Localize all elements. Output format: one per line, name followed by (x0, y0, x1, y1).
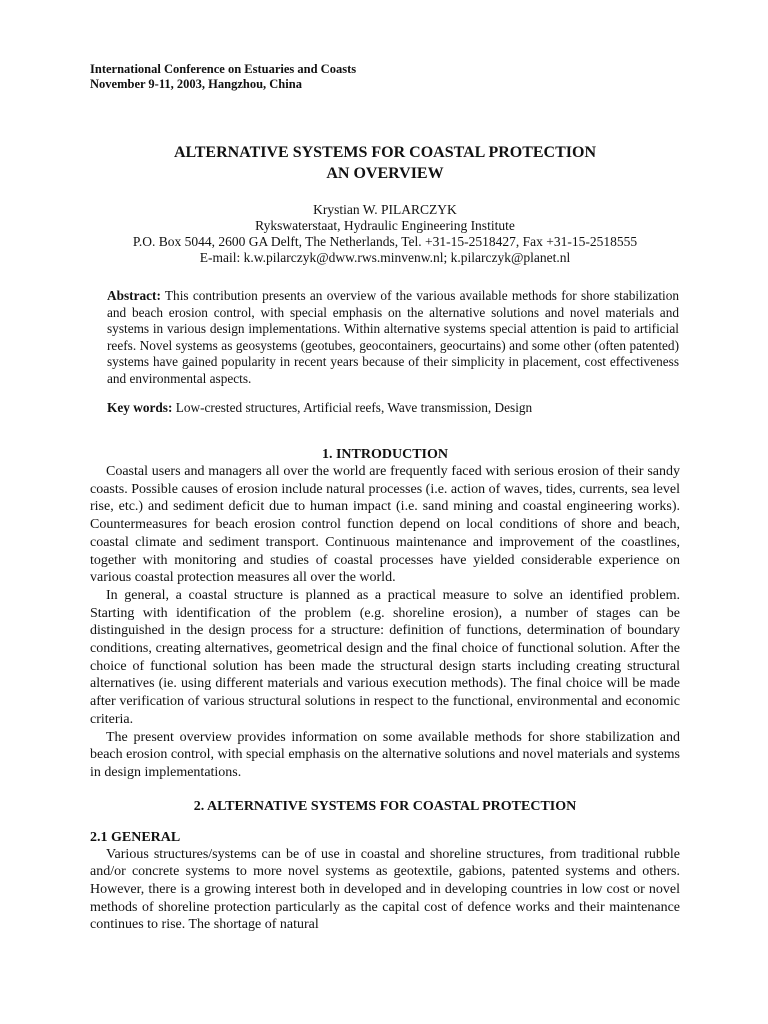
author-email: E-mail: k.w.pilarczyk@dww.rws.minvenw.nl; k.pilarczyk@planet.nl (199, 250, 571, 265)
intro-paragraph-2: In general, a coastal structure is planned as a practical measure to solve an identified problem. Starting with identification of the problem (e.g. shoreline erosion), a number of stages can be distinguished in the design process for a structure: definition of functions, determination of boundary conditions, creating alternatives, geometrical design and the final choice of functional solution. After the choice of functional solution has been made the structural design starts including creating structural alternatives (ie. using different materials and various execution methods). The final choice will be made after verification of various structural solutions in respect to the functional, environmental and economic criteria. (90, 587, 680, 727)
conference-header (90, 62, 680, 92)
section-2-heading: 2. ALTERNATIVE SYSTEMS FOR COASTAL PROTECTION (193, 798, 577, 814)
section-2-1-heading: 2.1 GENERAL (90, 829, 181, 845)
abstract-label: Abstract: (107, 288, 161, 303)
abstract (107, 288, 679, 387)
paper-title-line-2: AN OVERVIEW (326, 165, 444, 182)
paper-title-line-1: ALTERNATIVE SYSTEMS FOR COASTAL PROTECTION (173, 144, 597, 161)
author-name: Krystian W. PILARCZYK (313, 202, 457, 217)
author-address: P.O. Box 5044, 2600 GA Delft, The Netherlands, Tel. +31-15-2518427, Fax +31-15-2518555 (132, 234, 638, 249)
abstract-text: This contribution presents an overview of the various available methods for shore stabilization and beach erosion control, with special emphasis on the alternative solutions and novel materials and systems in various design implementations. Within alternative systems special attention is paid to artificial reefs. Novel systems as geosystems (geotubes, geocontainers, geocurtains) and some other (often patented) systems have gained popularity in recent years because of their simplicity in placement, cost effectiveness and environmental aspects. (107, 288, 679, 386)
paper-title (90, 142, 680, 184)
general-paragraph-1: Various structures/systems can be of use in coastal and shoreline structures, from traditional rubble and/or concrete systems to more novel systems as geotextile, gabions, patented systems and others. However, there is a growing interest both in developed and in developing countries in low cost or novel methods of shoreline protection particularly as the capital cost of defence works and their maintenance continues to rise. The shortage of natural (90, 846, 680, 933)
author-block (90, 202, 680, 266)
section-1-heading: 1. INTRODUCTION (321, 447, 448, 462)
conference-date-place: November 9-11, 2003, Hangzhou, China (90, 77, 302, 91)
author-affiliation: Rykswaterstaat, Hydraulic Engineering Institute (255, 218, 515, 233)
paper-page (90, 62, 680, 934)
intro-paragraph-1: Coastal users and managers all over the world are frequently faced with serious erosion of their sandy coasts. Possible causes of erosion include natural processes (i.e. action of waves, tides, currents, sea level rise, etc.) and sediment deficit due to human impact (i.e. sand mining and coastal engineering works). Countermeasures for beach erosion control function depend on local conditions of shore and beach, coastal climate and sediment transport. Continuous maintenance and improvement of the coastlines, together with monitoring and studies of coastal processes have yielded considerable experience on various coastal protection measures all over the world. (90, 464, 680, 586)
keywords (107, 400, 680, 416)
conference-name: International Conference on Estuaries and Coasts (90, 62, 357, 76)
keywords-label: Key words: (107, 400, 173, 415)
intro-paragraph-3: The present overview provides information on some available methods for shore stabilization and beach erosion control, with special emphasis on the alternative solutions and novel materials and systems in design implementations. (90, 729, 680, 780)
keywords-text: Low-crested structures, Artificial reefs, Wave transmission, Design (172, 400, 533, 415)
